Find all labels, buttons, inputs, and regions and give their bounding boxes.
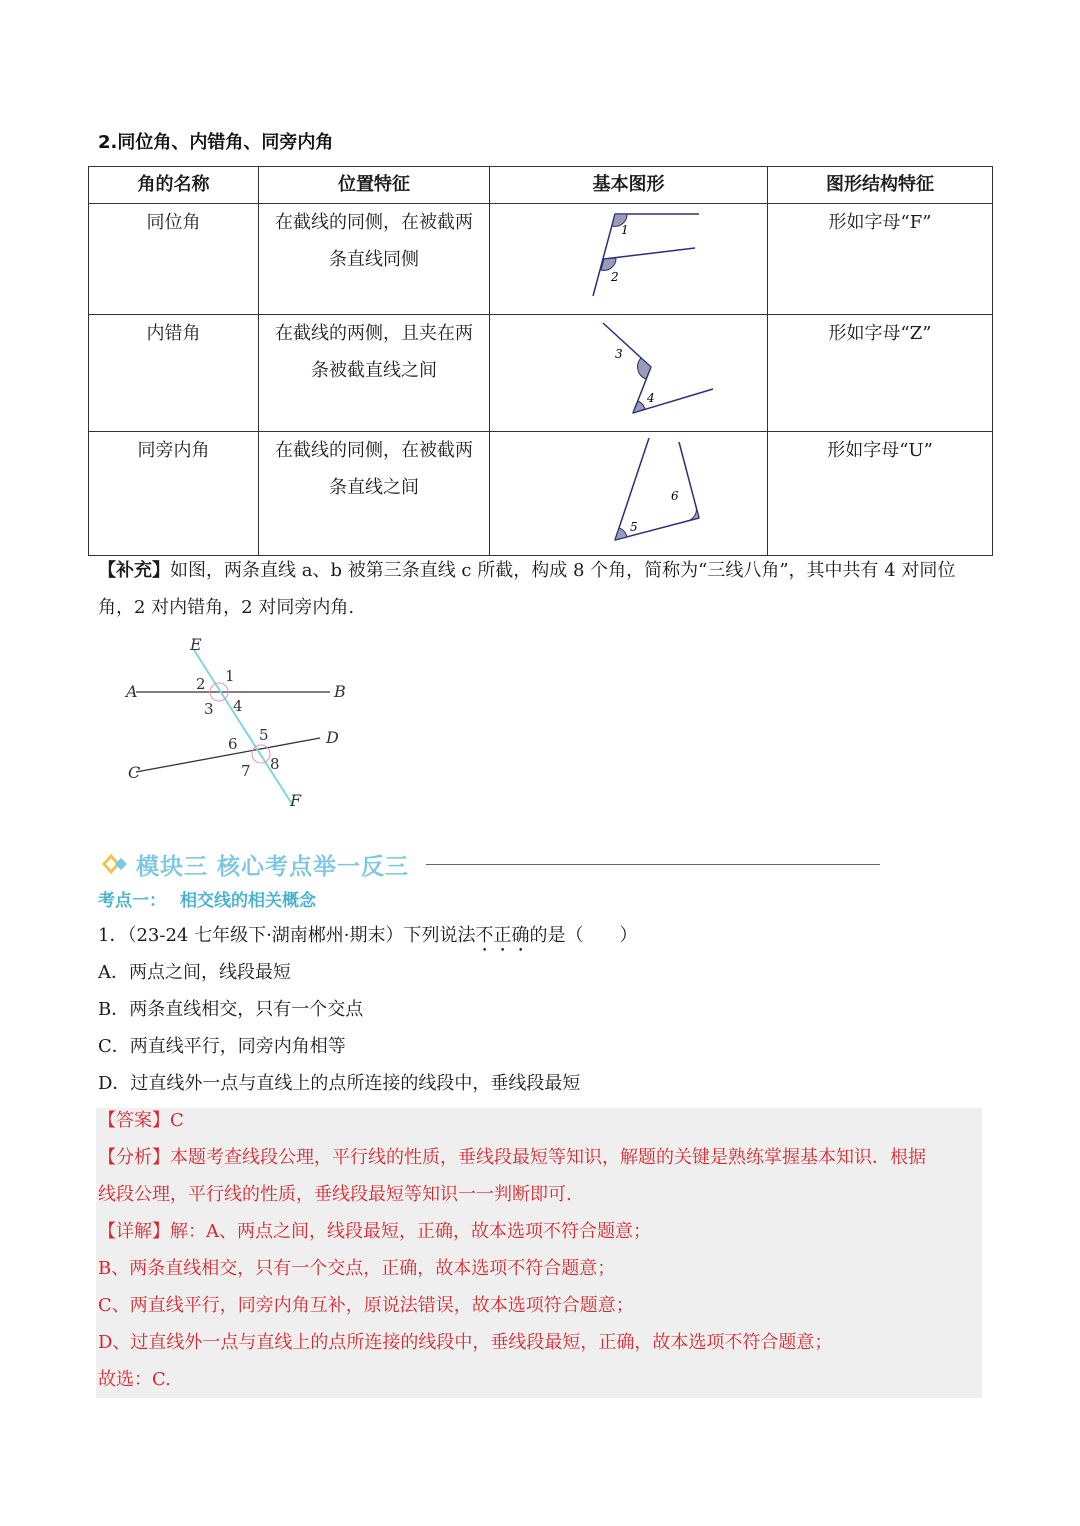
option-b: B．两条直线相交，只有一个交点 bbox=[98, 999, 364, 1020]
position-feature: 在截线的两侧，且夹在两条被截直线之间 bbox=[259, 315, 490, 432]
structure-feature: 形如字母“Z” bbox=[768, 315, 993, 432]
position-feature: 在截线的同侧，在被截两条直线之间 bbox=[259, 432, 490, 556]
svg-text:1: 1 bbox=[620, 223, 629, 237]
structure-feature: 形如字母“F” bbox=[768, 204, 993, 315]
double-diamond-icon bbox=[102, 850, 132, 880]
angle-name: 内错角 bbox=[89, 315, 259, 432]
module-title: 模块三 核心考点举一反三 bbox=[136, 854, 410, 880]
final-choice: 故选：C. bbox=[98, 1369, 171, 1390]
analysis-line: 【分析】本题考查线段公理，平行线的性质，垂线段最短等知识，解题的关键是熟练掌握基本知识．根据 bbox=[98, 1147, 926, 1168]
structure-feature: 形如字母“U” bbox=[768, 432, 993, 556]
supplement-text: 如图，两条直线 a、b 被第三条直线 c 所截，构成 8 个角，简称为“三线八角”，其中共有 4 对同位角，2 对内错角，2 对同旁内角. bbox=[98, 560, 956, 618]
supplement-tag: 【补充】 bbox=[98, 560, 170, 581]
emphasized-text: 不正确 bbox=[475, 925, 530, 946]
header-position: 位置特征 bbox=[259, 167, 490, 204]
point-label-a: A bbox=[126, 682, 138, 701]
point-label-c: C bbox=[128, 763, 141, 782]
angle-label-6: 6 bbox=[228, 735, 238, 753]
header-figure: 基本图形 bbox=[490, 167, 768, 204]
svg-text:4: 4 bbox=[646, 391, 655, 405]
figure-cell bbox=[490, 432, 768, 556]
answer-value: C bbox=[170, 1110, 184, 1131]
figure-cell bbox=[490, 204, 768, 315]
exam-point-topic: 相交线的相关概念 bbox=[180, 891, 316, 911]
angle-name: 同位角 bbox=[89, 204, 259, 315]
exam-point-label: 考点一： bbox=[98, 891, 166, 911]
table-row bbox=[89, 315, 993, 432]
exam-point bbox=[98, 886, 316, 911]
three-lines-eight-angles-figure bbox=[120, 630, 360, 815]
point-label-f: F bbox=[290, 791, 302, 810]
section-title: 2.同位角、内错角、同旁内角 bbox=[98, 132, 334, 153]
angle-label-5: 5 bbox=[259, 726, 269, 744]
module-divider bbox=[426, 864, 880, 865]
alternate-angles-figure bbox=[529, 315, 729, 425]
analysis-line-2: 线段公理，平行线的性质，垂线段最短等知识一一判断即可. bbox=[98, 1184, 572, 1205]
option-c: C．两直线平行，同旁内角相等 bbox=[98, 1036, 346, 1057]
corresponding-angles-figure bbox=[529, 204, 729, 304]
angle-label-4: 4 bbox=[233, 697, 243, 715]
option-d: D．过直线外一点与直线上的点所连接的线段中，垂线段最短 bbox=[98, 1073, 581, 1094]
answer-line: 【答案】C bbox=[98, 1110, 184, 1131]
angle-label-3: 3 bbox=[204, 700, 214, 718]
angle-name: 同旁内角 bbox=[89, 432, 259, 556]
detail-line: 【详解】解：A、两点之间，线段最短，正确，故本选项不符合题意； bbox=[98, 1221, 651, 1242]
svg-text:5: 5 bbox=[629, 520, 638, 534]
header-structure: 图形结构特征 bbox=[768, 167, 993, 204]
question-stem: 1．（23-24 七年级下·湖南郴州·期末）下列说法不正确的是（ ） bbox=[98, 925, 638, 946]
svg-text:6: 6 bbox=[670, 489, 679, 503]
angle-label-2: 2 bbox=[196, 675, 206, 693]
angle-label-1: 1 bbox=[225, 667, 235, 685]
supplement-paragraph bbox=[98, 552, 988, 626]
svg-text:2: 2 bbox=[610, 270, 619, 284]
option-a: A．两点之间，线段最短 bbox=[98, 962, 291, 983]
point-label-e: E bbox=[190, 635, 202, 654]
position-feature: 在截线的同侧，在被截两条直线同侧 bbox=[259, 204, 490, 315]
detail-line-d: D、过直线外一点与直线上的点所连接的线段中，垂线段最短，正确，故本选项不符合题意； bbox=[98, 1332, 833, 1353]
point-label-d: D bbox=[326, 728, 339, 747]
detail-line-c: C、两直线平行，同旁内角互补，原说法错误，故本选项符合题意； bbox=[98, 1295, 634, 1316]
header-angle-name: 角的名称 bbox=[89, 167, 259, 204]
co-interior-angles-figure bbox=[529, 432, 729, 550]
point-label-b: B bbox=[334, 682, 346, 701]
table-header-row bbox=[89, 167, 993, 204]
angle-label-8: 8 bbox=[270, 755, 280, 773]
table-row bbox=[89, 432, 993, 556]
angle-label-7: 7 bbox=[241, 762, 251, 780]
module-heading bbox=[102, 848, 782, 880]
figure-cell bbox=[490, 315, 768, 432]
svg-text:3: 3 bbox=[614, 347, 623, 361]
table-row bbox=[89, 204, 993, 315]
detail-line-b: B、两条直线相交，只有一个交点，正确，故本选项不符合题意； bbox=[98, 1258, 616, 1279]
angle-types-table bbox=[88, 166, 993, 556]
